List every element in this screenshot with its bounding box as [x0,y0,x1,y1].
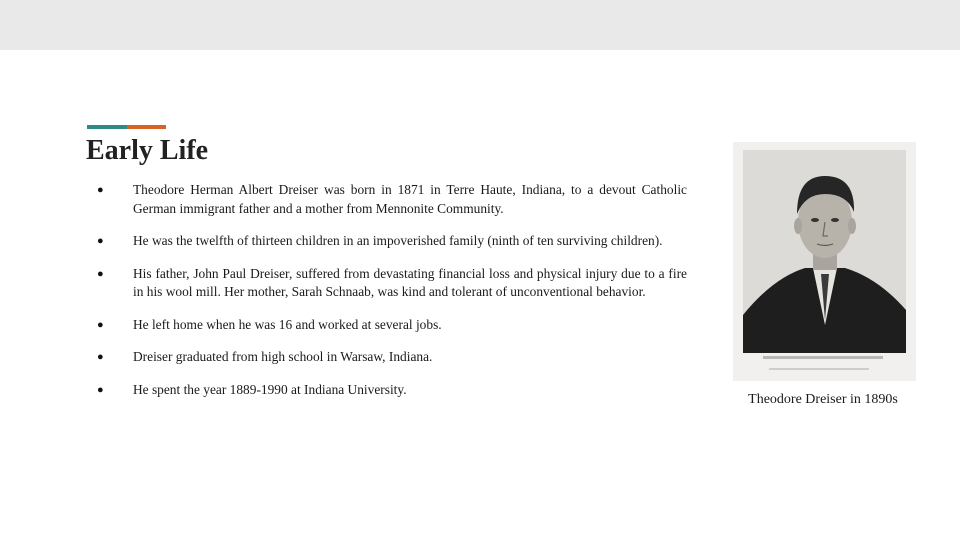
photo-print-line [769,368,869,370]
bullet-dot-icon: ● [97,351,104,363]
portrait-photo [733,142,916,381]
bullet-item [97,348,687,367]
bullet-item [97,181,687,218]
bullet-dot-icon: ● [97,184,104,196]
portrait-photo-icon [743,150,906,353]
accent-orange-segment [127,125,166,129]
slide-title: Early Life [86,135,209,166]
bullet-text: He was the twelfth of thirteen children in an impoverished family (ninth of ten surviving children). [133,233,663,248]
accent-teal-segment [87,125,127,129]
bullet-dot-icon: ● [97,235,104,247]
photo-print-line [763,356,883,359]
bullet-dot-icon: ● [97,383,104,396]
bullet-text: His father, John Paul Dreiser, suffered from devastating financial loss and physical injury due to a fire in his wool mill. Her mother, Sarah Schnaab, was kind and tolerant of unconventional behavior. [133,265,687,299]
bullet-text: He spent the year 1889-1990 at Indiana University. [133,381,407,397]
bullet-list [97,181,687,413]
bullet-dot-icon: ● [97,267,104,280]
bullet-text: Theodore Herman Albert Dreiser was born in 1871 in Terre Haute, Indiana, to a devout Catholic German immigrant father and a mother from Mennonite Community. [133,182,687,216]
portrait-photo-image [743,150,906,353]
bullet-item [97,316,687,335]
bullet-text: Dreiser graduated from high school in Warsaw, Indiana. [133,349,433,364]
top-band [0,0,960,50]
bullet-item [97,265,687,302]
bullet-item [97,381,687,400]
image-caption: Theodore Dreiser in 1890s [748,392,898,407]
bullet-item [97,232,687,251]
title-accent-bar [87,125,166,129]
bullet-dot-icon: ● [97,318,104,331]
bullet-text: He left home when he was 16 and worked at several jobs. [133,316,442,332]
